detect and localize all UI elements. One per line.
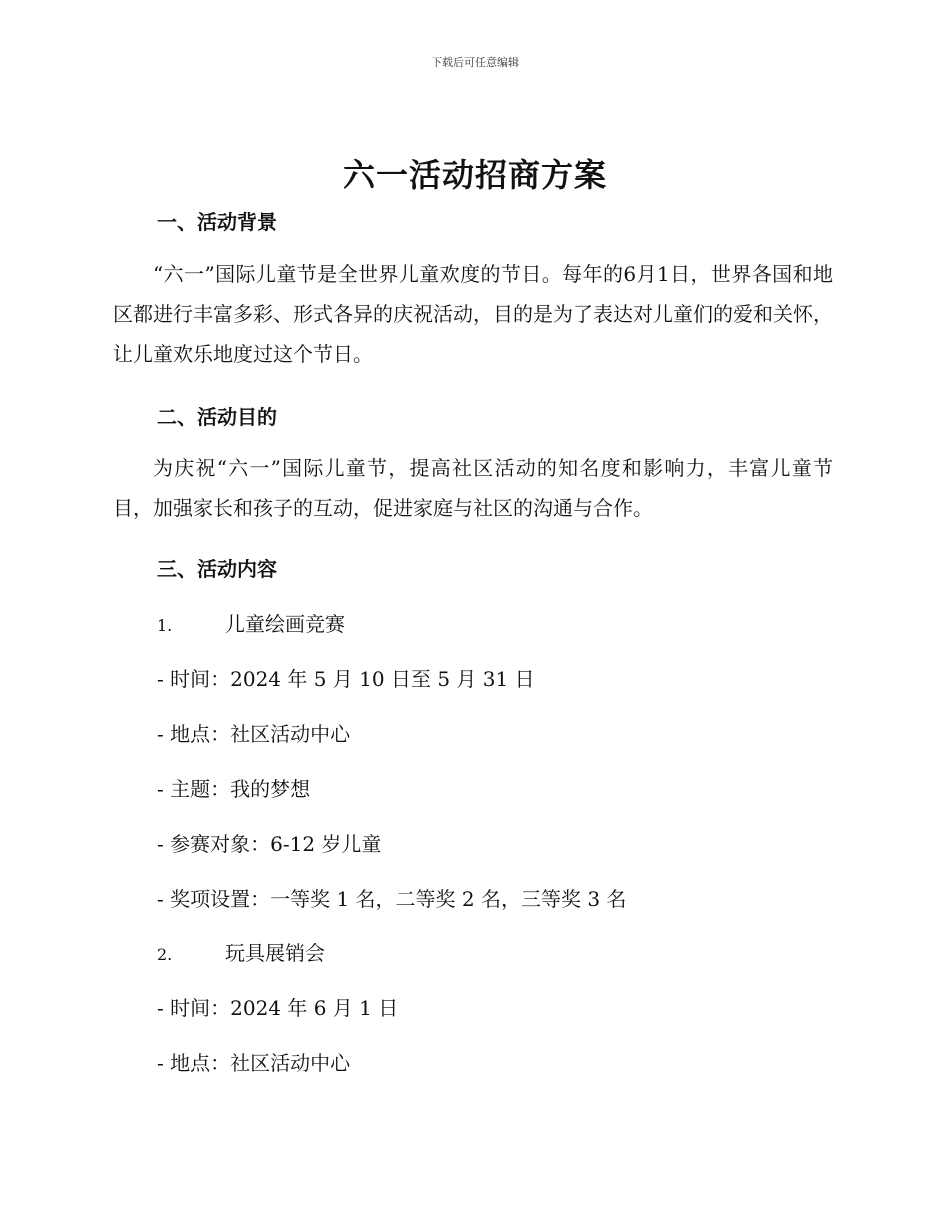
- detail-line: - 地点：社区活动中心: [157, 722, 351, 746]
- activity-title: 儿童绘画竞赛: [225, 612, 345, 636]
- activity-item-1: [157, 608, 345, 637]
- detail-line: - 奖项设置：一等奖 1 名，二等奖 2 名，三等奖 3 名: [157, 887, 627, 911]
- detail-line: - 参赛对象：6-12 岁儿童: [157, 832, 382, 856]
- section-heading-purpose: 二、活动目的: [157, 405, 277, 429]
- detail-line: - 地点：社区活动中心: [157, 1051, 351, 1075]
- activity-number: 1.: [157, 616, 173, 635]
- section-heading-content: 三、活动内容: [157, 557, 277, 581]
- page-header-note: 下载后可任意编辑: [431, 56, 519, 69]
- document-title: 六一活动招商方案: [342, 156, 607, 194]
- section-heading-background: 一、活动背景: [157, 210, 277, 234]
- activity-title: 玩具展销会: [225, 941, 325, 965]
- activity-item-2: [157, 937, 325, 966]
- detail-line: - 时间：2024 年 5 月 10 日至 5 月 31 日: [157, 667, 535, 691]
- activity-number: 2.: [157, 945, 173, 964]
- detail-line: - 主题：我的梦想: [157, 777, 311, 801]
- paragraph-purpose: 为庆祝“六一”国际儿童节，提高社区活动的知名度和影响力，丰富儿童节目，加强家长和孩子的互动，促进家庭与社区的沟通与合作。: [113, 456, 833, 520]
- paragraph-background: “六一”国际儿童节是全世界儿童欢度的节日。每年的6月1日，世界各国和地区都进行丰富多彩、形式各异的庆祝活动，目的是为了表达对儿童们的爱和关怀，让儿童欢乐地度过这个节日。: [113, 262, 833, 366]
- detail-line: - 时间：2024 年 6 月 1 日: [157, 996, 399, 1020]
